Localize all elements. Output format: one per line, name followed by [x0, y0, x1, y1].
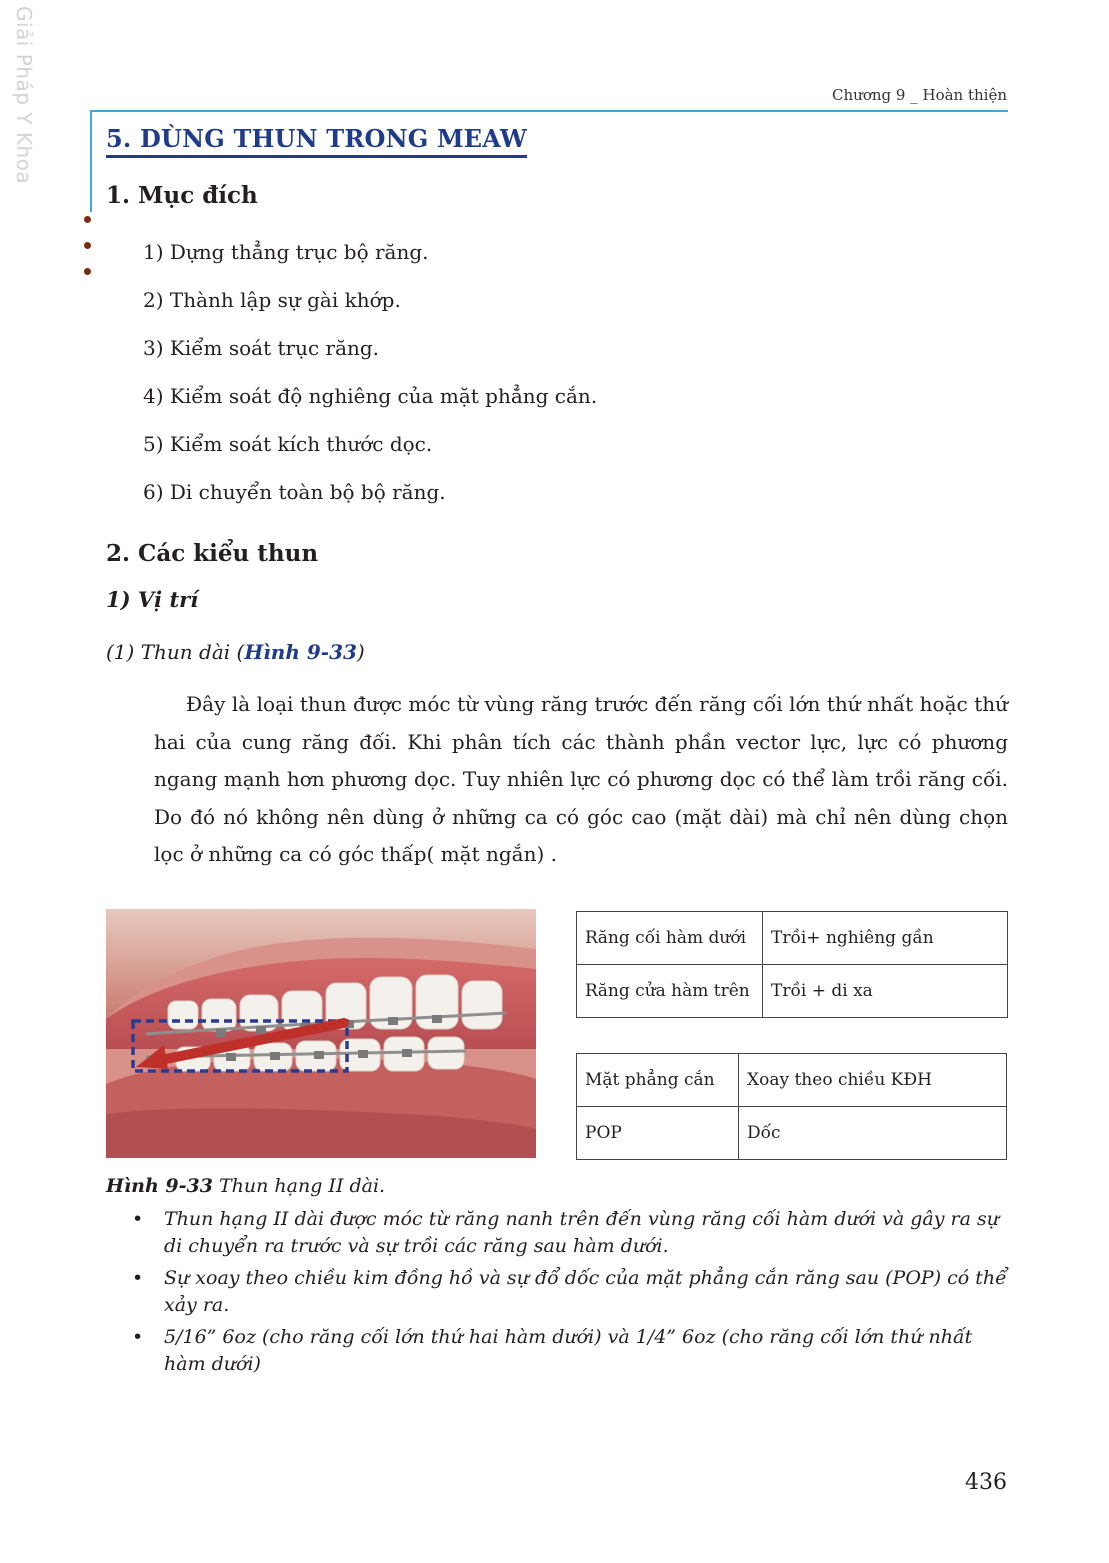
- bullet-icon: •: [132, 1267, 144, 1289]
- header-vertical-rule: [90, 110, 92, 212]
- list-item: [132, 1206, 1008, 1260]
- long-elastic-suffix: ): [356, 640, 365, 664]
- position-subheading: 1) Vị trí: [106, 587, 199, 612]
- header-rule: [92, 110, 1008, 112]
- effects-table-2: [576, 1053, 1007, 1160]
- table-row: [577, 912, 1008, 965]
- long-elastic-heading: [106, 640, 365, 664]
- figure-caption: [106, 1175, 385, 1197]
- list-item: 5) Kiểm soát kích thước dọc.: [143, 432, 433, 456]
- list-item: 6) Di chuyển toàn bộ bộ răng.: [143, 480, 446, 504]
- dot-icon: [84, 268, 91, 275]
- bullet-icon: •: [132, 1208, 144, 1230]
- list-item: 1) Dựng thẳng trục bộ răng.: [143, 240, 429, 264]
- table-cell: Xoay theo chiều KĐH: [739, 1054, 1007, 1107]
- bullet-text: Thun hạng II dài được móc từ răng nanh trên đến vùng răng cối hàm dưới và gây ra sự di chuyển ra trước và sự trồi các răng sau hàm dưới.: [164, 1208, 999, 1257]
- table-cell: POP: [577, 1107, 739, 1160]
- list-item: [132, 1265, 1008, 1319]
- watermark: [4, 4, 38, 184]
- dot-icon: [84, 216, 91, 223]
- bullet-text: 5/16” 6oz (cho răng cối lớn thứ hai hàm dưới) và 1/4” 6oz (cho răng cối lớn thứ nhất hàm dưới): [164, 1326, 973, 1375]
- table-cell: Trồi + di xa: [763, 965, 1008, 1018]
- clinical-photo-illustration: [106, 909, 536, 1158]
- figure-reference-link[interactable]: Hình 9-33: [244, 640, 357, 664]
- table-row: [577, 1107, 1007, 1160]
- table-cell: Dốc: [739, 1107, 1007, 1160]
- figure-caption-text: Thun hạng II dài.: [212, 1175, 386, 1197]
- dot-icon: [84, 242, 91, 249]
- types-heading: 2. Các kiểu thun: [106, 540, 319, 567]
- long-elastic-prefix: (1) Thun dài (: [106, 640, 245, 664]
- watermark-text: Giải Pháp Y Khoa: [12, 6, 36, 185]
- figure-label: Hình 9-33: [106, 1175, 213, 1197]
- table-cell: Mặt phẳng cắn: [577, 1054, 739, 1107]
- list-item: 4) Kiểm soát độ nghiêng của mặt phẳng cắn.: [143, 384, 598, 408]
- purpose-heading: 1. Mục đích: [106, 182, 258, 209]
- table-cell: Răng cối hàm dưới: [577, 912, 763, 965]
- table-cell: Trồi+ nghiêng gần: [763, 912, 1008, 965]
- page-number: 436: [965, 1470, 1007, 1495]
- bullet-list: [132, 1206, 1008, 1383]
- effects-table-1: [576, 911, 1008, 1018]
- list-item: 3) Kiểm soát trục răng.: [143, 336, 380, 360]
- clinical-photo: [106, 909, 536, 1158]
- table-row: [577, 965, 1008, 1018]
- bullet-text: Sự xoay theo chiều kim đồng hồ và sự đổ dốc của mặt phẳng cắn răng sau (POP) có thể xảy ra.: [164, 1267, 1007, 1316]
- list-item: 2) Thành lập sự gài khớp.: [143, 288, 401, 312]
- list-item: [132, 1324, 1008, 1378]
- table-row: [577, 1054, 1007, 1107]
- table-cell: Răng cửa hàm trên: [577, 965, 763, 1018]
- section-title: 5. DÙNG THUN TRONG MEAW: [106, 124, 527, 158]
- body-paragraph: Đây là loại thun được móc từ vùng răng trước đến răng cối lớn thứ nhất hoặc thứ hai của cung răng đối. Khi phân tích các thành phần vector lực, lực có phương ngang mạnh hơn phương dọc. Tuy nhiên lực có phương dọc có thể làm trồi răng cối. Do đó nó không nên dùng ở những ca có góc cao (mặt dài) mà chỉ nên dùng chọn lọc ở những ca có góc thấp( mặt ngắn) .: [154, 692, 1008, 866]
- purpose-list: [143, 236, 597, 524]
- chapter-header: Chương 9 _ Hoàn thiện: [832, 86, 1007, 104]
- decorative-dots: [84, 216, 91, 294]
- bullet-icon: •: [132, 1326, 144, 1348]
